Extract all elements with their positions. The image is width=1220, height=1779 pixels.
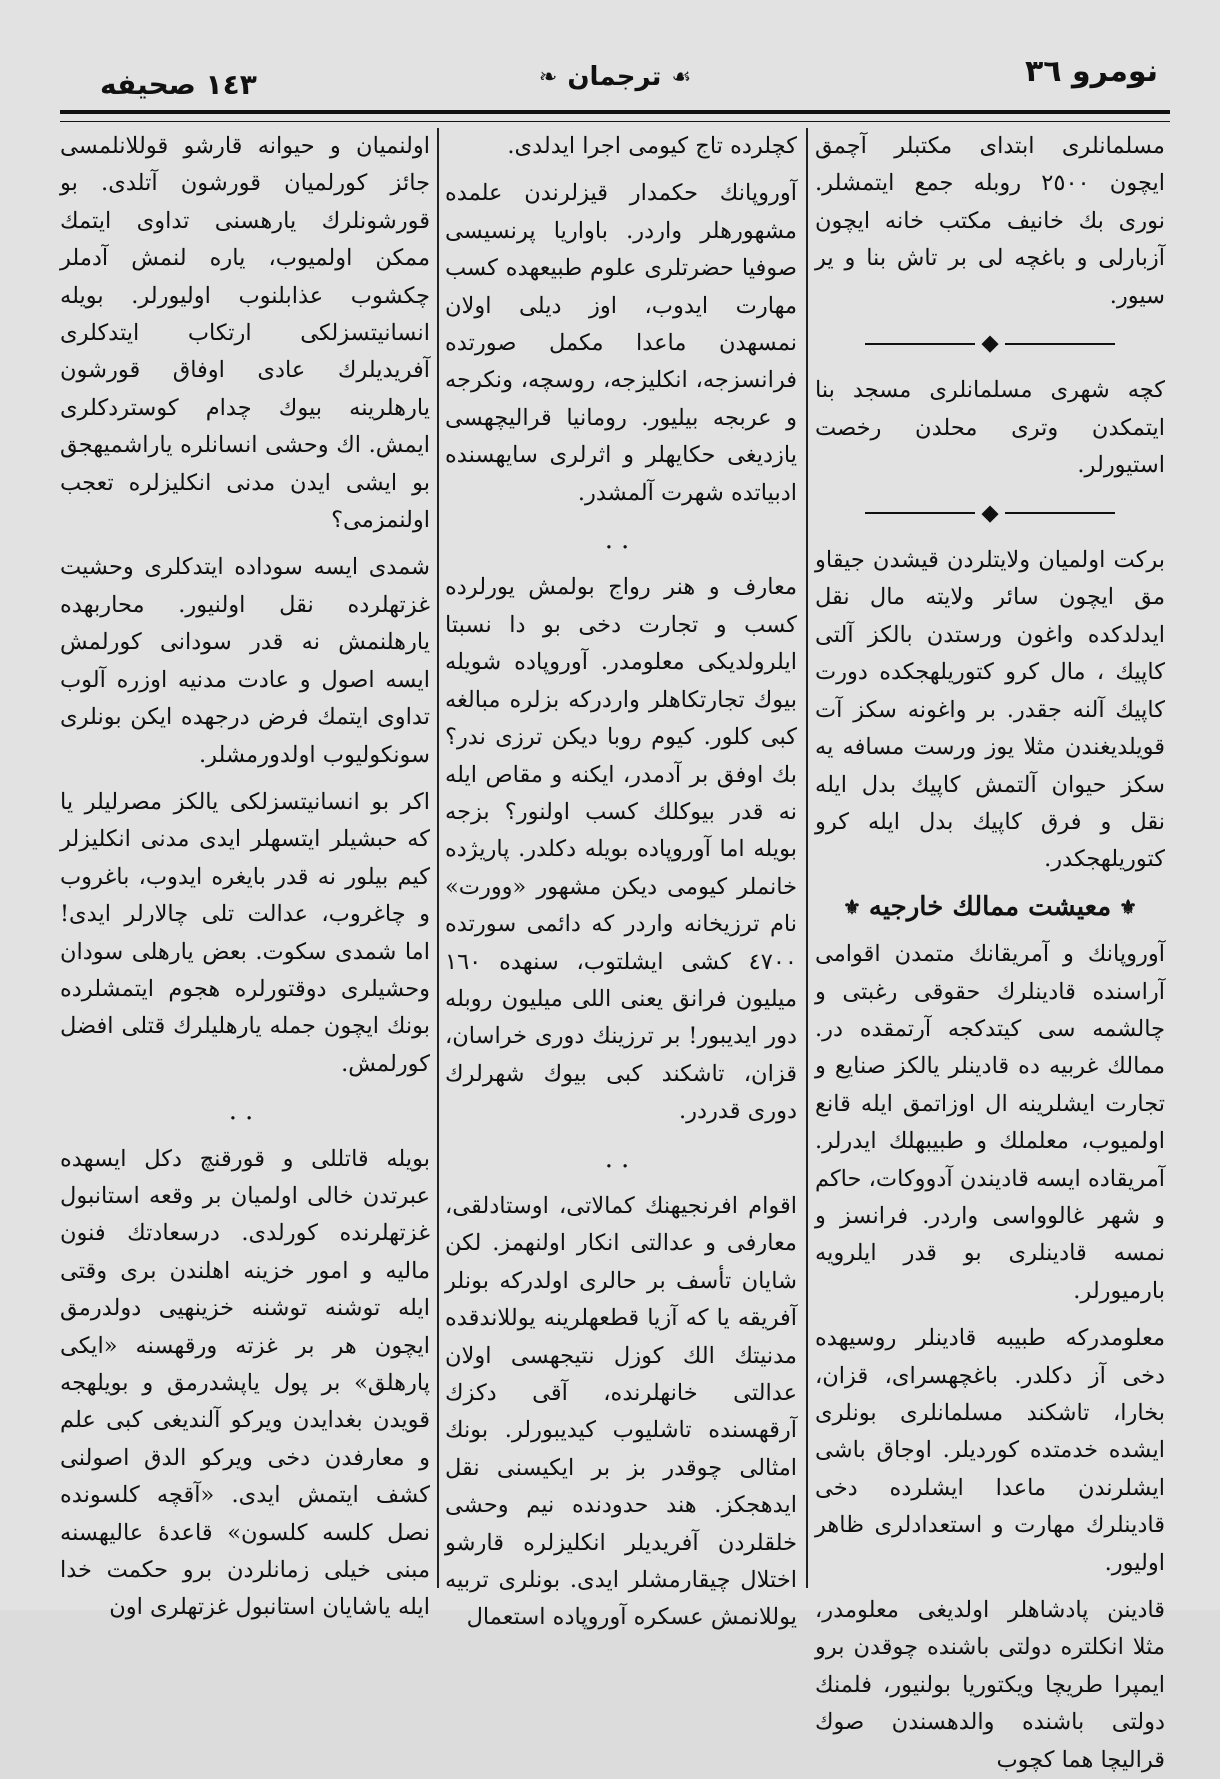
- diamond-icon: ◆: [981, 499, 999, 526]
- article-paragraph: اکر بو انسانیتسزلکی یالکز مصرلیلر یا که حبشیلر ایتسهلر ایدی مدنی انکلیزلر کیم بیلور نه قدر بایغره ایدوب، باغروب و چاغروب، عدالت تلی چالارلر ایدی! اما شمدی سکوت. بعض یارهلی سودان وحشیلری دوقتورلره هجوم ایتمشلرده بونك ایچون جمله یارهلیلرك قتلی افضل کورلمش.: [60, 788, 430, 1077]
- column-left: [60, 128, 430, 1621]
- fleuron-icon: ⚜: [1119, 894, 1138, 919]
- dots-separator: ..: [604, 525, 638, 556]
- article-paragraph: شمدی ایسه سوداده ایتدکلری وحشیت غزتهلرده نقل اولنیور. محاربهده یارهلنمش نه قدر سودانی کورلمش ایسه اصول و عادت مدنیه اوزره آلوب تداوی ایتمك فرض درجهده ایکن بونلری سونکولیوب اولدورمشلر.: [60, 554, 430, 768]
- article-paragraph: معارف و هنر رواج بولمش یورلرده کسب و تجارت دخی بو دا نسبتا ایلرولدیکی معلومدر. آوروپاده شویله بیوك تجارتکاهلر واردرکه بزلره مبالغه کبی کلور. کیوم روبا دیکن ترزی ندر؟ بك اوفق بر آدمدر، ایکنه و مقاص ایله نه قدر بیوکلك کسب اولنور؟ بزجه بویله اما آوروپاده بویله دکلدر. پاریژده خانملر کیومی دیکن مشهور «وورت» نام ترزیخانه واردر که دائمی سورتده ٤٧٠٠ کشی ایشلتوب، سنهده ١٦٠ میلیون فرانق یعنی اللی میلیون روبله دور ایدیبور! بر ترزینك دوری خراسان، قزان، تاشکند کبی بیوك شهرلرك دوری قدردر.: [445, 574, 797, 1125]
- article-paragraph: کچلرده تاج کیومی اجرا ایدلدی.: [507, 133, 797, 159]
- ornament-right-icon: ☙: [671, 64, 692, 90]
- header-rule: [60, 110, 1170, 122]
- article-paragraph: آوروپانك و آمریقانك متمدن اقوامی آراسنده قادینلرك حقوقی رغبتی و چالشمه سی کیتدکجه آرتمقده در. ممالك غربیه ده قادینلر یالکز صنایع و تجارت ایشلرینه ال اوزاتمق ایله قانع اولمیوب، معلملك و طبیبهلك ایدرلر. آمریقاده ایسه قادیندن آدووکات، حاکم و شهر غالوواسی واردر. فرانسز و نمسه قادینلری بو قدر ایلرویه بارمیورلر.: [815, 941, 1165, 1304]
- article-paragraph: اقوام افرنجیهنك کمالاتی، اوستادلقی، معارفی و عدالتی انکار اولنهمز. لکن شایان تأسف بر حالری اولدرکه بونلر آفریقه یا که آزیا قطعهلرینه یوللاندقده مدنیتك الك کوزل نتیجهسی اولان عدالتی خانهلرنده، آقی دکزك آرقهسنده تاشلیوب کیدیبورلر. بونك امثالی چوقدر بز بر ایکیسنی نقل ایدهجکز. هند حدودنده نیم وحشی خلقلردن آفریدیلر انکلیزلره قارشو اختلال چیقارمشلر ایدی. بونلری تربیه یوللانمش عسکره آوروپاده استعمال: [445, 1192, 797, 1631]
- masthead-text: ترجمان: [567, 62, 662, 92]
- masthead-title: [539, 62, 691, 92]
- ornament-left-icon: ❧: [538, 64, 558, 90]
- article-paragraph: کچه شهری مسلمانلری مسجد بنا ایتمکدن وتری محلدن رخصت استیورلر.: [815, 377, 1165, 479]
- section-heading: [815, 889, 1165, 926]
- diamond-icon: ◆: [981, 330, 999, 357]
- article-paragraph: مسلمانلری ابتدای مکتبلر آچمق ایچون ٢٥٠٠ روبله جمع ایتمشلر. نوری بك خانیف مکتب خانه ایچون آزبارلی و باغچه لی بر تاش بنا و یر سیور.: [815, 133, 1165, 309]
- section-title: معیشت ممالك خارجیه: [868, 891, 1112, 922]
- article-paragraph: قادینن پادشاهلر اولدیغی معلومدر، مثلا انکلتره دولتی باشنده چوقدن برو ایمپرا طریچا ویکتوریا بولنیور، فلمنك دولتی باشنده والدهسندن صوك قرالیچا هما کچوب: [815, 1597, 1165, 1773]
- dots-separator: ..: [604, 1143, 638, 1174]
- column-divider-right: [806, 128, 808, 1588]
- article-paragraph: آوروپانك حکمدار قیزلرندن علمده مشهورهلر واردر. باواریا پرنسیسی صوفیا حضرتلری علوم طبیعهده کسب مهارت ایدوب، اوز دیلی اولان نمسهدن ماعدا مکمل صورتده فرانسزجه، انکلیزجه، روسچه، ونکرجه و عربجه بیلیور. رومانیا قرالیچهسی یازدیغی حکایهلر و اثرلری سایهسنده ادبیاتده شهرت آلمشدر.: [445, 180, 797, 506]
- dots-separator: ..: [228, 1096, 262, 1127]
- column-divider-left: [437, 128, 439, 1588]
- fleuron-icon: ⚜: [842, 894, 861, 919]
- column-right: [815, 128, 1165, 1773]
- column-middle: [445, 128, 797, 1631]
- article-paragraph: اولنمیان و حیوانه قارشو قوللانلمسی جائز کورلمیان قورشون آتلدی. بو قورشونلرك یارهسنی تداوی ایتمك ممکن اولمیوب، یاره لنمش آدملر چکشوب عذابلنوب اولیورلر. بویله انسانیتسزلکی ارتکاب ایتدکلری آفریدیلرك عادی اوفاق قورشون یارهلرینه بیوك چدام کوستردکلری ایمش. اك وحشی انسانلره یاراشمیهجق بو ایشی ایدن مدنی انکلیزلره تعجب اولنمزمی؟: [60, 133, 430, 534]
- article-paragraph: معلومدرکه طبیبه قادینلر روسیهده دخی آز دکلدر. باغچهسرای، قزان، بخارا، تاشکند مسلمانلری بونلری ایشده خدمتده کوردیلر. اوجاق باشی ایشلرندن ماعدا ایشلرده دخی قادینلرك مهارت و استعدادلری ظاهر اولیور.: [815, 1325, 1165, 1576]
- separator: [815, 495, 1165, 532]
- article-paragraph: برکت اولمیان ولایتلردن قیشدن جیقاو مق ایچون سائر ولایته مال نقل ایدلدکده واغون ورستدن بالکز آلتی کاپیك ، مال کرو کتوریلهجکده دورت کاپیك آلنه جقدر. بر واغونه سکز آت قویلدیغندن مثلا یوز ورست مسافه یه سکز حیوان آلتمش کاپیك بدل ایله نقل و فرق کاپیك بدل ایله کرو کتوریلهجکدر.: [815, 547, 1165, 873]
- issue-number: نومرو ٣٦: [1024, 54, 1158, 89]
- separator: [815, 325, 1165, 362]
- page-header: [60, 48, 1170, 101]
- article-paragraph: بویله قاتللی و قورقنچ دکل ایسهده عبرتدن خالی اولمیان بر وقعه استانبول غزتهلرنده کورلدی. درسعادتك فنون مالیه و امور خزینه اهلندن بری وقتی ایله توشنه توشنه خزینهیی دولدرمق ایچون هر بر غزته ورقهسنه «ایکی پارهلق» بر پول یاپشدرمق و بویلهجه قویدن بغدایدن ویرکو آلندیغی کبی علم و معارفدن دخی ویرکو الدق اصولنی کشف ایتمش ایدی. «آقچه کلسونده نصل کلسه کلسون» قاعدهٔ عالیهسنه مبنی خیلی زمانلردن برو حکمت خدا ایله یاشایان استانبول غزتهلری اون: [60, 1145, 430, 1621]
- page-number: ١٤٣ صحيفه: [100, 68, 257, 101]
